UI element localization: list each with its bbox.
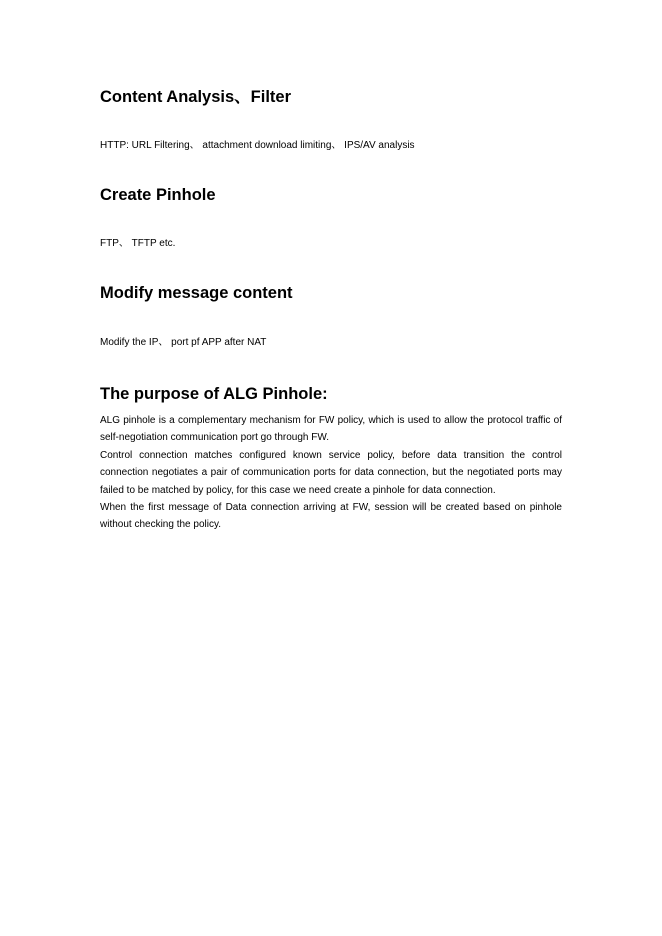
purpose-paragraph: ALG pinhole is a complementary mechanism for FW policy, which is used to allow the protocol traffic of self-negotiation communication port go through FW. [100, 415, 562, 444]
section-text-content-analysis: HTTP: URL Filtering、 attachment download limiting、 IPS/AV analysis [100, 140, 415, 151]
section-heading-create-pinhole: Create Pinhole [100, 186, 216, 204]
purpose-heading: The purpose of ALG Pinhole: [100, 385, 328, 403]
purpose-paragraph: When the first message of Data connection arriving at FW, session will be created based on pinhole without checking the policy. [100, 502, 562, 531]
section-heading-modify-message: Modify message content [100, 284, 293, 302]
section-text-create-pinhole: FTP、 TFTP etc. [100, 238, 176, 249]
purpose-body [100, 412, 562, 534]
section-text-modify-message: Modify the IP、 port pf APP after NAT [100, 337, 267, 348]
section-heading-content-analysis: Content Analysis、Filter [100, 88, 291, 106]
purpose-paragraph: Control connection matches configured known service policy, before data transition the control connection negotiates a pair of communication ports for data connection, but the negotiated ports may failed to be matched by policy, for this case we need create a pinhole for data connection. [100, 449, 562, 496]
